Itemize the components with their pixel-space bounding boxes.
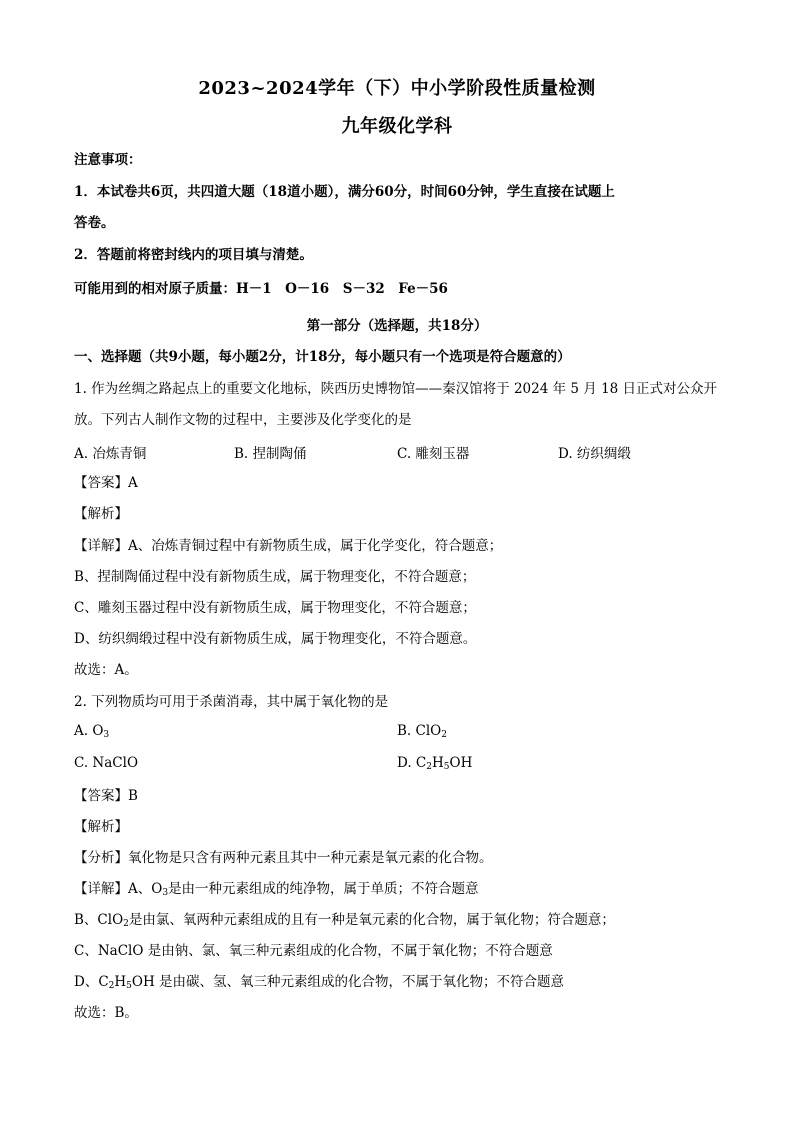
q2-fenxi: 【分析】氧化物是只含有两种元素且其中一种元素是氧元素的化合物。: [74, 850, 493, 866]
q1-analysis-label: 【解析】: [74, 506, 128, 522]
q1-option-c: C. 雕刻玉器: [397, 446, 470, 462]
q2-option-b: B. ClO$_2$: [397, 723, 447, 740]
q1-detail-d: D、纺织绸缎过程中没有新物质生成，属于物理变化，不符合题意。: [74, 631, 477, 647]
q1-answer: 【答案】A: [74, 475, 138, 491]
q1-option-d: D. 纺织绸缎: [558, 446, 631, 462]
q2-option-a: A. $O_3$: [74, 723, 110, 740]
notes-heading: 注意事项：: [74, 152, 142, 168]
q1-detail-c: C、雕刻玉器过程中没有新物质生成，属于物理变化，不符合题意；: [74, 600, 476, 616]
q1-option-a: A. 冶炼青铜: [74, 446, 147, 462]
q1-conclusion: 故选：A。: [74, 662, 138, 678]
q1-detail-b: B、捏制陶俑过程中没有新物质生成，属于物理变化，不符合题意；: [74, 569, 476, 585]
q2-analysis-label: 【解析】: [74, 819, 128, 835]
q2-detail-d: D、$C_2H_5OH$ 是由碳、氢、氧三种元素组成的化合物，不属于氧化物；不符合题意: [74, 974, 565, 991]
exam-title: 2023~2024学年（下）中小学阶段性质量检测: [198, 78, 596, 99]
q1-detail-a: 【详解】A、冶炼青铜过程中有新物质生成，属于化学变化，符合题意；: [74, 538, 503, 554]
q2-detail-b: B、ClO$_2$是由氯、氧两种元素组成的且有一种是氧元素的化合物，属于氧化物；符合题意；: [74, 912, 615, 929]
part1-heading: 第一部分（选择题，共18分）: [306, 318, 488, 334]
q1-stem-line-1: 1. 作为丝绸之路起点上的重要文化地标，陕西历史博物馆——秦汉馆将于 2024 年 5 月 18 日正式对公众开: [74, 381, 718, 397]
q2-option-c: C. NaClO: [74, 755, 139, 771]
notes-item-2: 2．答题前将密封线内的项目填与清楚。: [74, 247, 313, 263]
q2-option-d: D. $C_2H_5OH$: [397, 755, 473, 772]
q1-option-b: B. 捏制陶俑: [234, 446, 307, 462]
notes-item-1-line-1: 1．本试卷共6页，共四道大题（18道小题），满分60分，时间60分钟，学生直接在试题上: [74, 184, 615, 200]
atomic-mass-note: 可能用到的相对原子质量：H－1 O－16 S－32 Fe－56: [74, 281, 448, 297]
notes-item-1-line-2: 答卷。: [74, 215, 115, 231]
q2-detail-c: C、NaClO 是由钠、氯、氧三种元素组成的化合物，不属于氧化物；不符合题意: [74, 943, 553, 959]
q2-detail-a: 【详解】A、$O_3$是由一种元素组成的纯净物，属于单质；不符合题意: [74, 881, 479, 898]
q2-conclusion: 故选：B。: [74, 1005, 138, 1021]
q2-stem: 2. 下列物质均可用于杀菌消毒，其中属于氧化物的是: [74, 694, 389, 710]
q2-answer: 【答案】B: [74, 788, 138, 804]
section-heading: 一、选择题（共9小题，每小题2分，计18分，每小题只有一个选项是符合题意的）: [74, 349, 571, 365]
q1-stem-line-2: 放。下列古人制作文物的过程中，主要涉及化学变化的是: [74, 412, 412, 428]
exam-subtitle: 九年级化学科: [341, 116, 453, 137]
